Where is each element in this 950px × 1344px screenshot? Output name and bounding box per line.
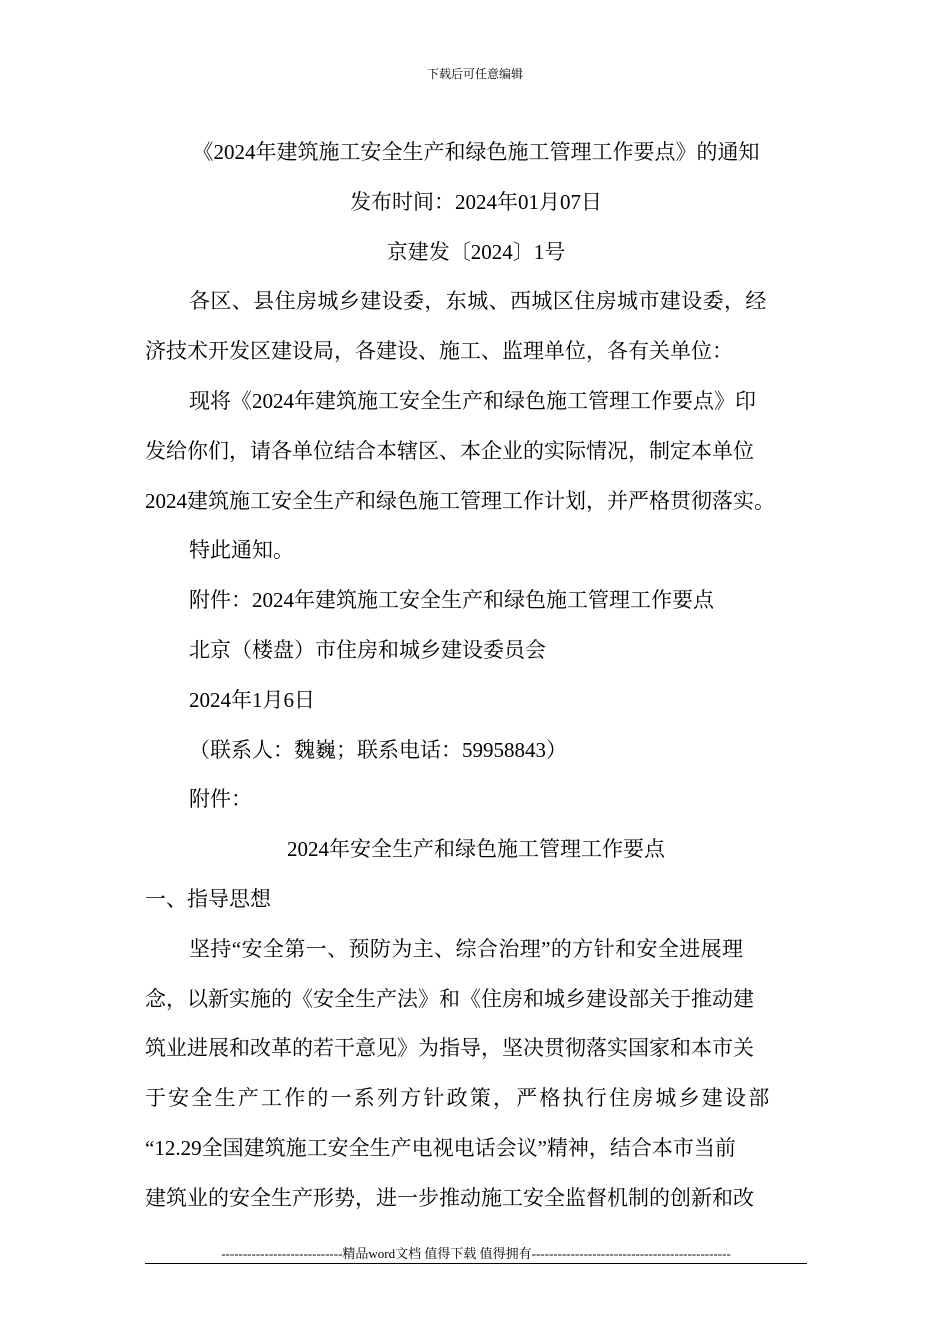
- body-line-3: 2024建筑施工安全生产和绿色施工管理工作计划，并严格贯彻落实。: [145, 488, 775, 513]
- paragraph-line-1: 坚持“安全第一、预防为主、综合治理”的方针和安全进展理: [189, 936, 744, 961]
- document-number: 京建发〔2024〕1号: [386, 239, 566, 264]
- paragraph-line-6: 建筑业的安全生产形势，进一步推动施工安全监督机制的创新和改: [145, 1185, 754, 1210]
- issue-date-line: 2024年1月6日: [189, 687, 315, 712]
- page-footer: ----------------------------精品word文档 值得下载 值得拥有----------------------------------------------: [221, 1246, 731, 1261]
- section-heading: 一、指导思想: [145, 886, 271, 911]
- attachment-label: 附件：: [189, 787, 252, 812]
- footer-rule: [145, 1263, 807, 1264]
- notice-line: 特此通知。: [189, 538, 294, 563]
- addressee-line-1: 各区、县住房城乡建设委，东城、西城区住房城市建设委，经: [189, 289, 767, 314]
- page-header: 下载后可任意编辑: [426, 67, 523, 81]
- attachment-title: 2024年安全生产和绿色施工管理工作要点: [287, 837, 665, 862]
- paragraph-line-4: 于安全生产工作的一系列方针政策，严格执行住房城乡建设部: [145, 1086, 772, 1111]
- addressee-line-2: 济技术开发区建设局，各建设、施工、监理单位，各有关单位：: [145, 339, 733, 364]
- paragraph-line-3: 筑业进展和改革的若干意见》为指导，坚决贯彻落实国家和本市关: [145, 1036, 754, 1061]
- document-title: 《2024年建筑施工安全生产和绿色施工管理工作要点》的通知: [192, 140, 760, 164]
- contact-line: （联系人：魏巍；联系电话：59958843）: [189, 737, 567, 762]
- body-line-2: 发给你们，请各单位结合本辖区、本企业的实际情况，制定本单位: [145, 438, 754, 463]
- publish-date: 发布时间：2024年01月07日: [350, 189, 602, 214]
- paragraph-line-2: 念，以新实施的《安全生产法》和《住房和城乡建设部关于推动建: [145, 986, 754, 1011]
- issuer-line: 北京（楼盘）市住房和城乡建设委员会: [189, 637, 546, 662]
- document-body: [145, 128, 807, 1224]
- attachment-line: 附件：2024年建筑施工安全生产和绿色施工管理工作要点: [189, 588, 714, 613]
- paragraph-line-5: “12.29全国建筑施工安全生产电视电话会议”精神，结合本市当前: [145, 1135, 736, 1160]
- body-line-1: 现将《2024年建筑施工安全生产和绿色施工管理工作要点》印: [189, 388, 756, 413]
